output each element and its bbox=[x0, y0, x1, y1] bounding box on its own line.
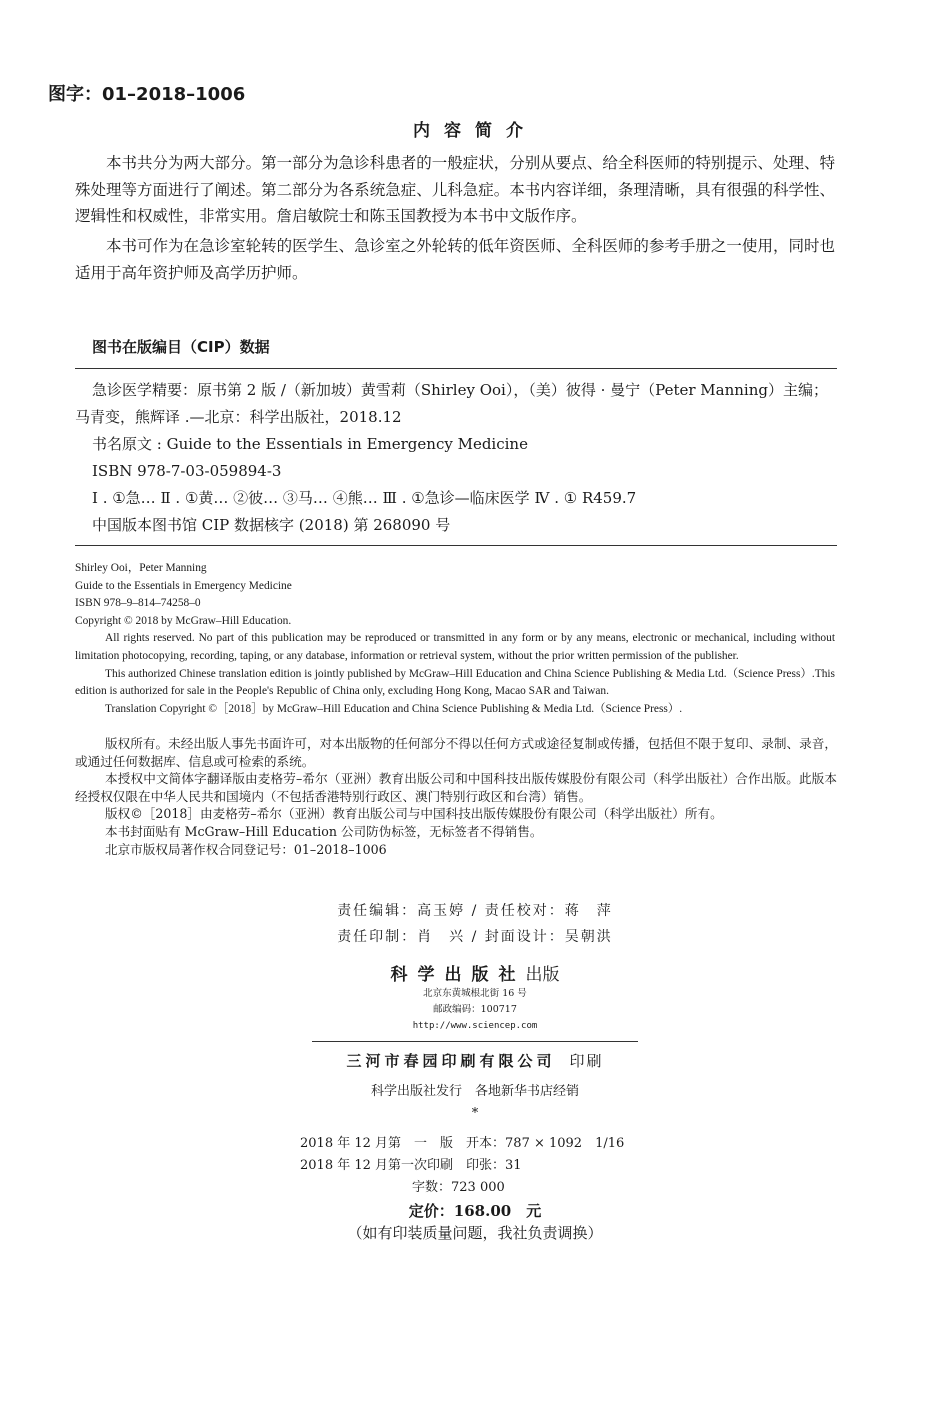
distribution: 科学出版社发行 各地新华书店经销 bbox=[370, 1084, 579, 1099]
cip-line-1: 急诊医学精要：原书第 2 版 /（新加坡）黄雪莉（Shirley Ooi），（美）彼得 · 曼宁（Peter Manning）主编； bbox=[92, 381, 828, 399]
summary-title: 内容简介 bbox=[413, 121, 537, 141]
publisher-name: 科学出版社 bbox=[390, 965, 526, 985]
credits-editors: 责任编辑：高玉婷 / 责任校对：蒋 萍 bbox=[337, 903, 613, 919]
cn-authorization: 本授权中文简体字翻译版由麦格劳–希尔（亚洲）教育出版公司和中国科技出版传媒股份有限公司（科学出版社）合作出版。此版本经授权仅限在中华人民共和国境内（不包括香港特别行政区、澳门特别行政区和台湾）销售。 bbox=[75, 771, 837, 804]
original-authors: Shirley Ooi，Peter Manning bbox=[75, 562, 207, 574]
credits-production: 责任印制：肖 兴 / 封面设计：吴朝洪 bbox=[337, 929, 613, 945]
cip-line-6: 中国版本图书馆 CIP 数据核字 (2018) 第 268090 号 bbox=[92, 516, 451, 534]
registration-number: 图字：01–2018–1006 bbox=[48, 84, 246, 105]
original-title: Guide to the Essentials in Emergency Medicine bbox=[75, 579, 292, 592]
cip-line-3: 书名原文 : Guide to the Essentials in Emergency Medicine bbox=[92, 435, 528, 453]
rights-statement: All rights reserved. No part of this publication may be reproduced or transmitted in any form or by any means, electronic or mechanical, including without limitation photocopying, recording, taping, or any database, information or retrieval system, without the prior written permission of the publisher. bbox=[75, 632, 835, 662]
printer-suffix: 印刷 bbox=[569, 1052, 604, 1070]
publisher-address: 北京东黄城根北街 16 号 bbox=[423, 988, 527, 999]
cn-rights: 版权所有。未经出版人事先书面许可，对本出版物的任何部分不得以任何方式或途径复制或传播，包括但不限于复印、录制、录音，或通过任何数据库、信息或可检索的系统。 bbox=[75, 736, 837, 769]
cn-label-notice: 本书封面贴有 McGraw–Hill Education 公司防伪标签，无标签者不得销售。 bbox=[105, 823, 543, 839]
copyright-chinese bbox=[75, 735, 837, 858]
cip-line-4: ISBN 978-7-03-059894-3 bbox=[92, 462, 282, 480]
summary-paragraph-2: 本书可作为在急诊室轮转的医学生、急诊室之外轮转的低年资医师、全科医师的参考手册之一使用，同时也适用于高年资护师及高学历护师。 bbox=[75, 237, 835, 282]
cip-block bbox=[75, 377, 837, 539]
summary-paragraph-1: 本书共分为两大部分。第一部分为急诊科患者的一般症状，分别从要点、给全科医师的特别提示、处理、特殊处理等方面进行了阐述。第二部分为各系统急症、儿科急症。本书内容详细，条理清晰，具有很强的科学性、逻辑性和权威性，非常实用。詹启敏院士和陈玉国教授为本书中文版作序。 bbox=[75, 154, 835, 225]
spec-printing: 2018 年 12 月第一次印刷 印张：31 bbox=[300, 1158, 522, 1173]
cip-heading: 图书在版编目（CIP）数据 bbox=[92, 338, 270, 356]
cip-top-rule bbox=[75, 368, 837, 369]
printer-line bbox=[0, 1050, 950, 1071]
spec-words: 字数：723 000 bbox=[412, 1180, 505, 1195]
publisher-suffix: 出版 bbox=[525, 965, 560, 985]
translation-copyright: Translation Copyright ©［2018］by McGraw–Hill Education and China Science Publishing & Media Ltd.（Science Press）. bbox=[105, 702, 683, 715]
publisher-postcode: 邮政编码：100717 bbox=[433, 1004, 517, 1015]
printer-name: 三河市春园印刷有限公司 bbox=[346, 1052, 556, 1070]
credits bbox=[0, 898, 950, 950]
quality-note: （如有印装质量问题，我社负责调换） bbox=[347, 1224, 603, 1242]
publisher-rule bbox=[312, 1041, 638, 1042]
copyright-english bbox=[75, 560, 835, 718]
spec-edition: 2018 年 12 月第 一 版 开本：787 × 1092 1/16 bbox=[300, 1136, 625, 1151]
price: 定价：168.00 元 bbox=[408, 1202, 542, 1220]
publisher-line bbox=[0, 960, 950, 985]
cn-contract-number: 北京市版权局著作权合同登记号：01–2018–1006 bbox=[105, 841, 387, 857]
publisher-url: http://www.sciencep.com bbox=[412, 1021, 538, 1031]
original-isbn: ISBN 978–9–814–74258–0 bbox=[75, 597, 201, 610]
separator-star: * bbox=[471, 1106, 479, 1121]
authorized-statement: This authorized Chinese translation edition is jointly published by McGraw–Hill Education and China Science Publishing & Media Ltd.（Science Press）.This edition is authorized for sale in the People's Republic of China only, excluding Hong Kong, Macao SAR and Taiwan. bbox=[75, 667, 835, 698]
original-copyright: Copyright © 2018 by McGraw–Hill Education. bbox=[75, 614, 292, 627]
cip-line-5: Ⅰ . ①急… Ⅱ . ①黄… ②彼… ③马… ④熊… Ⅲ . ①急诊—临床医学 Ⅳ . ① R459.7 bbox=[92, 489, 637, 507]
cip-line-2: 马青变，熊辉译 .—北京：科学出版社，2018.12 bbox=[75, 408, 402, 426]
cn-copyright: 版权©［2018］由麦格劳–希尔（亚洲）教育出版公司与中国科技出版传媒股份有限公司（科学出版社）所有。 bbox=[105, 806, 723, 822]
cip-bottom-rule bbox=[75, 545, 837, 546]
